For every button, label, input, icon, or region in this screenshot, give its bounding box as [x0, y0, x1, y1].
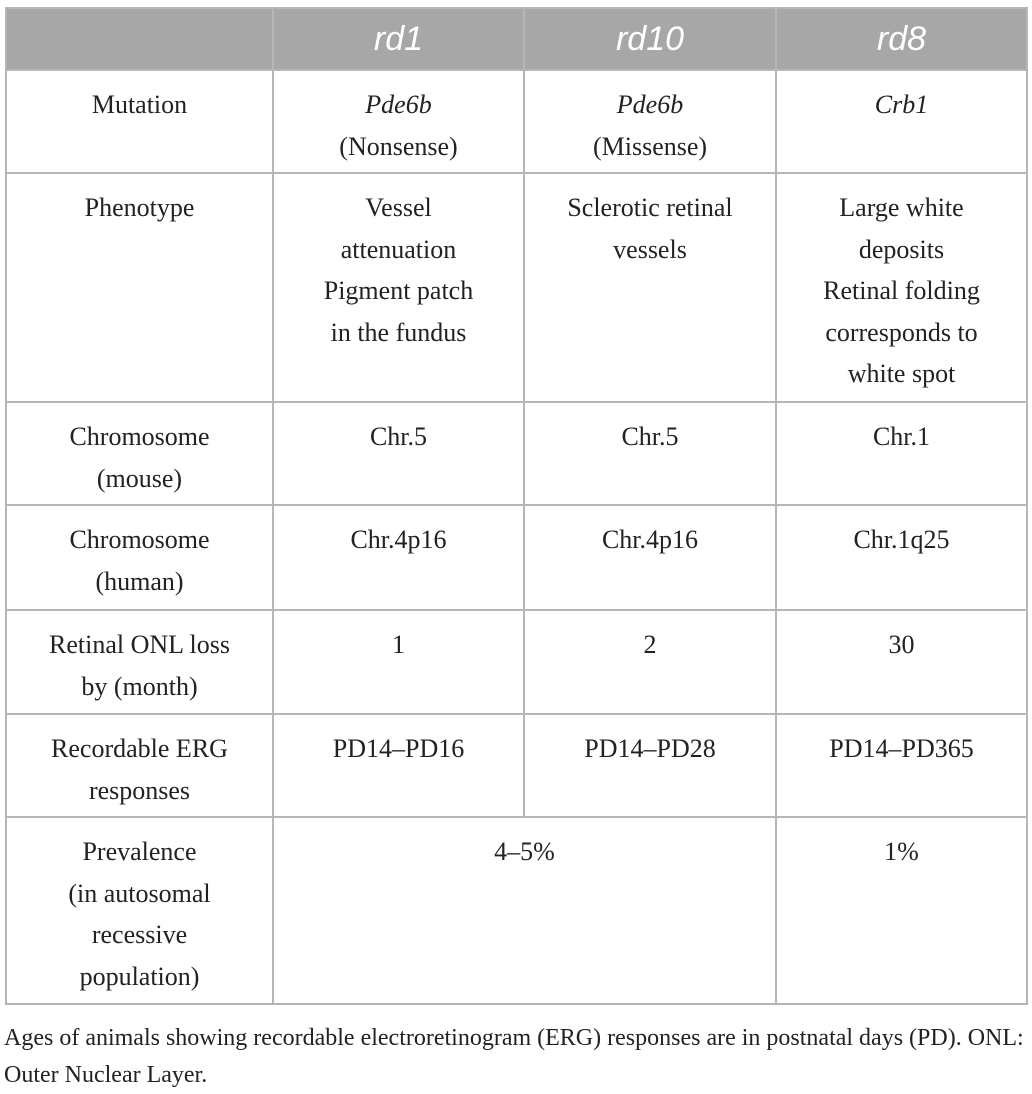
- cell-phenotype-rd1: Vessel attenuation Pigment patch in the fundus: [273, 173, 524, 402]
- cell-chromosome-human-rd10: Chr.4p16: [524, 505, 776, 610]
- cell-prevalence-rd1-rd10: 4–5%: [273, 817, 776, 1004]
- cell-onl-loss-rd1: 1: [273, 610, 524, 714]
- gene-name: Pde6b: [365, 90, 432, 119]
- header-rd8: rd8: [776, 8, 1027, 70]
- row-label-mutation: Mutation: [6, 70, 273, 173]
- mutation-type: (Nonsense): [339, 131, 458, 161]
- row-label-onl-loss: Retinal ONL loss by (month): [6, 610, 273, 714]
- row-label-prevalence: Prevalence (in autosomal recessive population): [6, 817, 273, 1004]
- row-label-chromosome-mouse: Chromosome (mouse): [6, 402, 273, 505]
- cell-phenotype-rd8: Large white deposits Retinal folding corresponds to white spot: [776, 173, 1027, 402]
- gene-name: Pde6b: [616, 90, 684, 119]
- row-erg: [6, 714, 1027, 817]
- cell-chromosome-human-rd8: Chr.1q25: [776, 505, 1027, 610]
- mutation-type: (Missense): [592, 131, 708, 161]
- table-footnote: Ages of animals showing recordable electroretinogram (ERG) responses are in postnatal days (PD). ONL: Outer Nuclear Layer.: [4, 1025, 1024, 1088]
- cell-erg-rd1: PD14–PD16: [273, 714, 524, 817]
- cell-mutation-rd8: [776, 70, 1027, 173]
- cell-onl-loss-rd8: 30: [776, 610, 1027, 714]
- mouse-models-table: [5, 7, 1028, 1005]
- cell-erg-rd10: PD14–PD28: [524, 714, 776, 817]
- cell-erg-rd8: PD14–PD365: [776, 714, 1027, 817]
- cell-chromosome-human-rd1: Chr.4p16: [273, 505, 524, 610]
- row-mutation: [6, 70, 1027, 173]
- row-chromosome-mouse: [6, 402, 1027, 505]
- row-chromosome-human: [6, 505, 1027, 610]
- row-phenotype: [6, 173, 1027, 402]
- header-corner: [6, 8, 273, 70]
- row-label-phenotype: Phenotype: [6, 173, 273, 402]
- cell-chromosome-mouse-rd8: Chr.1: [776, 402, 1027, 505]
- cell-chromosome-mouse-rd10: Chr.5: [524, 402, 776, 505]
- cell-prevalence-rd8: 1%: [776, 817, 1027, 1004]
- row-label-erg: Recordable ERG responses: [6, 714, 273, 817]
- cell-mutation-rd1: [273, 70, 524, 173]
- header-rd10: rd10: [524, 8, 776, 70]
- cell-onl-loss-rd10: 2: [524, 610, 776, 714]
- row-onl-loss: [6, 610, 1027, 714]
- row-label-chromosome-human: Chromosome (human): [6, 505, 273, 610]
- header-row: [6, 8, 1027, 70]
- header-rd1: rd1: [273, 8, 524, 70]
- cell-phenotype-rd10: Sclerotic retinal vessels: [524, 173, 776, 402]
- gene-name: Crb1: [874, 90, 929, 119]
- cell-chromosome-mouse-rd1: Chr.5: [273, 402, 524, 505]
- row-prevalence: [6, 817, 1027, 1004]
- cell-mutation-rd10: [524, 70, 776, 173]
